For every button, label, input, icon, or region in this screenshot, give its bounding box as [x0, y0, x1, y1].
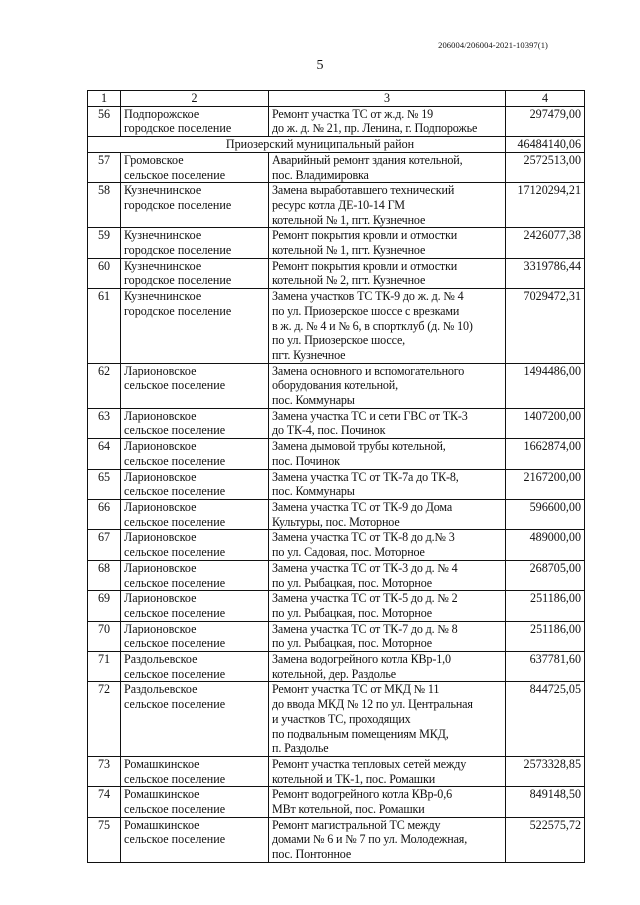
work-description-cell: Замена основного и вспомогательного оборудования котельной, пос. Коммунары: [269, 363, 506, 408]
table-row: [88, 499, 585, 529]
work-description-cell: Замена дымовой трубы котельной, пос. Починок: [269, 439, 506, 469]
district-sum: 46484140,06: [506, 137, 585, 153]
table-row: [88, 787, 585, 817]
settlement-cell: Ларионовское сельское поселение: [121, 591, 269, 621]
amount-cell: 2426077,38: [506, 228, 585, 258]
row-number: 74: [88, 787, 121, 817]
works-table: [87, 90, 585, 863]
work-description-cell: Ремонт участка ТС от ж.д. № 19 до ж. д. № 21, пр. Ленина, г. Подпорожье: [269, 106, 506, 136]
work-description-cell: Замена участка ТС от ТК-7 до д. № 8 по ул. Рыбацкая, пос. Моторное: [269, 621, 506, 651]
settlement-cell: Ромашкинское сельское поселение: [121, 817, 269, 862]
work-description-cell: Аварийный ремонт здания котельной, пос. Владимировка: [269, 152, 506, 182]
amount-cell: 596600,00: [506, 499, 585, 529]
column-header: 1: [88, 91, 121, 107]
settlement-cell: Ларионовское сельское поселение: [121, 408, 269, 438]
work-description-cell: Замена участка ТС от ТК-8 до д.№ 3 по ул. Садовая, пос. Моторное: [269, 530, 506, 560]
work-description-cell: Ремонт водогрейного котла КВр-0,6 МВт котельной, пос. Ромашки: [269, 787, 506, 817]
settlement-cell: Ларионовское сельское поселение: [121, 469, 269, 499]
table-row: [88, 363, 585, 408]
amount-cell: 489000,00: [506, 530, 585, 560]
settlement-cell: Подпорожское городское поселение: [121, 106, 269, 136]
page-number: 5: [316, 58, 324, 73]
table-row: [88, 289, 585, 364]
settlement-cell: Ларионовское сельское поселение: [121, 621, 269, 651]
work-description-cell: Замена участка ТС от ТК-5 до д. № 2 по ул. Рыбацкая, пос. Моторное: [269, 591, 506, 621]
row-number: 71: [88, 652, 121, 682]
table-row: [88, 183, 585, 228]
table-row: [88, 591, 585, 621]
row-number: 67: [88, 530, 121, 560]
amount-cell: 268705,00: [506, 560, 585, 590]
row-number: 68: [88, 560, 121, 590]
amount-cell: 297479,00: [506, 106, 585, 136]
row-number: 73: [88, 756, 121, 786]
work-description-cell: Замена водогрейного котла КВр-1,0 котельной, дер. Раздолье: [269, 652, 506, 682]
row-number: 72: [88, 682, 121, 757]
district-subtotal-row: [88, 137, 585, 153]
work-description-cell: Ремонт участка тепловых сетей между котельной и ТК-1, пос. Ромашки: [269, 756, 506, 786]
amount-cell: 3319786,44: [506, 258, 585, 288]
row-number: 70: [88, 621, 121, 651]
settlement-cell: Ларионовское сельское поселение: [121, 560, 269, 590]
amount-cell: 251186,00: [506, 621, 585, 651]
row-number: 63: [88, 408, 121, 438]
table-row: [88, 106, 585, 136]
table-row: [88, 408, 585, 438]
district-name: Приозерский муниципальный район: [88, 137, 506, 153]
column-number-row: [88, 91, 585, 107]
settlement-cell: Громовское сельское поселение: [121, 152, 269, 182]
table-row: [88, 228, 585, 258]
table-row: [88, 652, 585, 682]
table-row: [88, 621, 585, 651]
row-number: 62: [88, 363, 121, 408]
table-row: [88, 469, 585, 499]
settlement-cell: Ларионовское сельское поселение: [121, 439, 269, 469]
settlement-cell: Кузнечнинское городское поселение: [121, 228, 269, 258]
table-row: [88, 258, 585, 288]
settlement-cell: Ромашкинское сельское поселение: [121, 756, 269, 786]
column-header: 2: [121, 91, 269, 107]
work-description-cell: Замена участка ТС от ТК-7а до ТК-8, пос. Коммунары: [269, 469, 506, 499]
table-row: [88, 530, 585, 560]
document-id: 206004/206004-2021-10397(1): [438, 40, 548, 50]
work-description-cell: Ремонт покрытия кровли и отмостки котельной № 1, пгт. Кузнечное: [269, 228, 506, 258]
amount-cell: 2167200,00: [506, 469, 585, 499]
amount-cell: 2573328,85: [506, 756, 585, 786]
table-body: [88, 106, 585, 862]
table-row: [88, 817, 585, 862]
row-number: 75: [88, 817, 121, 862]
amount-cell: 251186,00: [506, 591, 585, 621]
row-number: 56: [88, 106, 121, 136]
amount-cell: 849148,50: [506, 787, 585, 817]
row-number: 69: [88, 591, 121, 621]
work-description-cell: Ремонт покрытия кровли и отмостки котельной № 2, пгт. Кузнечное: [269, 258, 506, 288]
work-description-cell: Ремонт участка ТС от МКД № 11 до ввода МКД № 12 по ул. Центральная и участков ТС, проходящих по подвальным помещениям МКД, п. Раздолье: [269, 682, 506, 757]
amount-cell: 17120294,21: [506, 183, 585, 228]
table-row: [88, 756, 585, 786]
row-number: 64: [88, 439, 121, 469]
amount-cell: 1407200,00: [506, 408, 585, 438]
work-description-cell: Замена участка ТС от ТК-9 до Дома Культуры, пос. Моторное: [269, 499, 506, 529]
amount-cell: 637781,60: [506, 652, 585, 682]
settlement-cell: Кузнечнинское городское поселение: [121, 183, 269, 228]
amount-cell: 1494486,00: [506, 363, 585, 408]
amount-cell: 844725,05: [506, 682, 585, 757]
column-header: 4: [506, 91, 585, 107]
row-number: 59: [88, 228, 121, 258]
row-number: 65: [88, 469, 121, 499]
settlement-cell: Кузнечнинское городское поселение: [121, 289, 269, 364]
settlement-cell: Ромашкинское сельское поселение: [121, 787, 269, 817]
work-description-cell: Замена участков ТС ТК-9 до ж. д. № 4 по ул. Приозерское шоссе с врезками в ж. д. № 4 и № 6, в спортклуб (д. № 10) по ул. Приозерское шоссе, пгт. Кузнечное: [269, 289, 506, 364]
work-description-cell: Замена выработавшего технический ресурс котла ДЕ-10-14 ГМ котельной № 1, пгт. Кузнечное: [269, 183, 506, 228]
row-number: 66: [88, 499, 121, 529]
table-row: [88, 560, 585, 590]
row-number: 60: [88, 258, 121, 288]
row-number: 61: [88, 289, 121, 364]
amount-cell: 1662874,00: [506, 439, 585, 469]
settlement-cell: Ларионовское сельское поселение: [121, 363, 269, 408]
amount-cell: 7029472,31: [506, 289, 585, 364]
table-row: [88, 682, 585, 757]
work-description-cell: Ремонт магистральной ТС между домами № 6 и № 7 по ул. Молодежная, пос. Понтонное: [269, 817, 506, 862]
column-header: 3: [269, 91, 506, 107]
work-description-cell: Замена участка ТС и сети ГВС от ТК-3 до ТК-4, пос. Починок: [269, 408, 506, 438]
row-number: 58: [88, 183, 121, 228]
settlement-cell: Раздольевское сельское поселение: [121, 652, 269, 682]
table-row: [88, 439, 585, 469]
work-description-cell: Замена участка ТС от ТК-3 до д. № 4 по ул. Рыбацкая, пос. Моторное: [269, 560, 506, 590]
amount-cell: 2572513,00: [506, 152, 585, 182]
settlement-cell: Ларионовское сельское поселение: [121, 499, 269, 529]
amount-cell: 522575,72: [506, 817, 585, 862]
settlement-cell: Ларионовское сельское поселение: [121, 530, 269, 560]
settlement-cell: Раздольевское сельское поселение: [121, 682, 269, 757]
table-row: [88, 152, 585, 182]
settlement-cell: Кузнечнинское городское поселение: [121, 258, 269, 288]
row-number: 57: [88, 152, 121, 182]
